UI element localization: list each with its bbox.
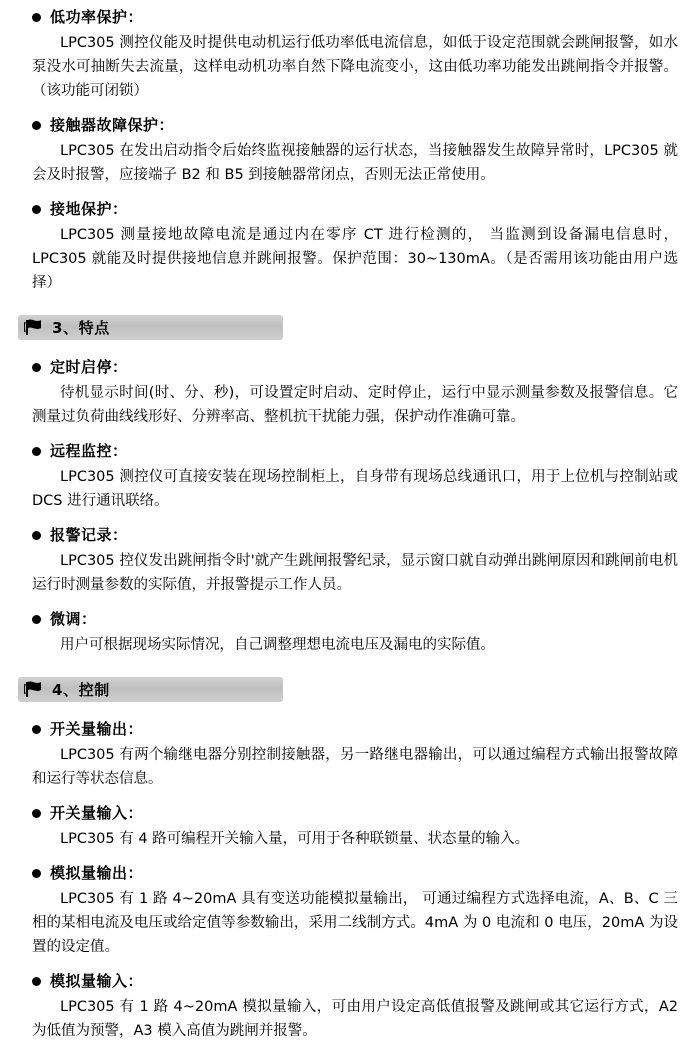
list-item-label: 模拟量输出： (50, 864, 144, 882)
section-title: 4、控制 (52, 681, 110, 699)
section-header-control (18, 677, 283, 702)
list-item (18, 440, 682, 463)
paragraph: LPC305 有两个输继电器分别控制接触器，另一路继电器输出，可以通过编程方式输出报警故障和运行等状态信息。 (32, 747, 678, 787)
list-item (18, 524, 682, 547)
section-header-features (18, 315, 283, 340)
bullet-dot-icon (32, 531, 41, 540)
section-title: 3、特点 (52, 319, 110, 337)
bullet-dot-icon (32, 725, 41, 734)
bullet-dot-icon (32, 869, 41, 878)
bullet-dot-icon (32, 13, 41, 22)
flag-icon (24, 680, 46, 699)
list-item (18, 970, 682, 993)
list-item-label: 开关量输出： (50, 720, 144, 738)
list-item-label: 报警记录： (50, 526, 128, 544)
paragraph: 待机显示时间(时、分、秒)，可设置定时启动、定时停止，运行中显示测量参数及报警信息。它测量过负荷曲线线形好、分辨率高、整机抗干扰能力强，保护动作准确可靠。 (32, 385, 678, 425)
bullet-dot-icon (32, 615, 41, 624)
list-item-label: 定时启停： (50, 358, 128, 376)
paragraph: LPC305 有 1 路 4~20mA 模拟量输入，可由用户设定高低值报警及跳闸或其它运行方式，A2 为低值为预警，A3 模入高值为跳闸并报警。 (32, 999, 678, 1039)
paragraph: LPC305 有 1 路 4~20mA 具有变送功能模拟量输出， 可通过编程方式选择电流，A、B、C 三相的某相电流及电压或给定值等参数输出，采用二线制方式。4mA 为 0 电流和 0 电压，20mA 为设置的设定值。 (32, 891, 678, 955)
paragraph: LPC305 有 4 路可编程开关输入量，可用于各种联锁量、状态量的输入。 (60, 831, 530, 847)
list-item (18, 356, 682, 379)
list-item-label: 低功率保护： (50, 8, 144, 26)
paragraph: LPC305 在发出启动指令后始终监视接触器的运行状态，当接触器发生故障异常时，LPC305 就会及时报警，应接端子 B2 和 B5 到接触器常闭点，否则无法正常使用。 (32, 143, 678, 183)
paragraph: LPC305 测控仪可直接安装在现场控制柜上，自身带有现场总线通讯口，用于上位机与控制站或 DCS 进行通讯联络。 (32, 469, 678, 509)
bullet-dot-icon (32, 447, 41, 456)
list-item (18, 718, 682, 741)
list-item-label: 开关量输入： (50, 804, 144, 822)
paragraph: LPC305 测控仪能及时提供电动机运行低功率低电流信息，如低于设定范围就会跳闸报警，如水泵没水可抽断失去流量，这样电动机功率自然下降电流变小，这由低功率功能发出跳闸指令并报警。（该功能可闭锁） (32, 35, 678, 99)
list-item-label: 接地保护： (50, 200, 128, 218)
list-item (18, 802, 682, 825)
list-item (18, 114, 682, 137)
bullet-dot-icon (32, 977, 41, 986)
paragraph: LPC305 控仪发出跳闸指令时'就产生跳闸报警纪录，显示窗口就自动弹出跳闸原因和跳闸前电机运行时测量参数的实际值，并报警提示工作人员。 (32, 553, 678, 593)
list-item (18, 608, 682, 631)
bullet-dot-icon (32, 121, 41, 130)
list-item-label: 远程监控： (50, 442, 128, 460)
flag-icon (24, 318, 46, 337)
paragraph: 用户可根据现场实际情况，自己调整理想电流电压及漏电的实际值。 (60, 637, 495, 653)
paragraph: LPC305 测量接地故障电流是通过内在零序 CT 进行检测的， 当监测到设备漏电信息时，LPC305 就能及时提供接地信息并跳闸报警。保护范围：30~130mA。（是否需用该功能由用户选择） (32, 227, 678, 291)
list-item (18, 6, 682, 29)
list-item-label: 微调： (50, 610, 97, 628)
bullet-dot-icon (32, 809, 41, 818)
list-item (18, 862, 682, 885)
list-item-label: 模拟量输入： (50, 972, 144, 990)
bullet-dot-icon (32, 205, 41, 214)
list-item-label: 接触器故障保护： (50, 116, 175, 134)
list-item (18, 198, 682, 221)
bullet-dot-icon (32, 363, 41, 372)
